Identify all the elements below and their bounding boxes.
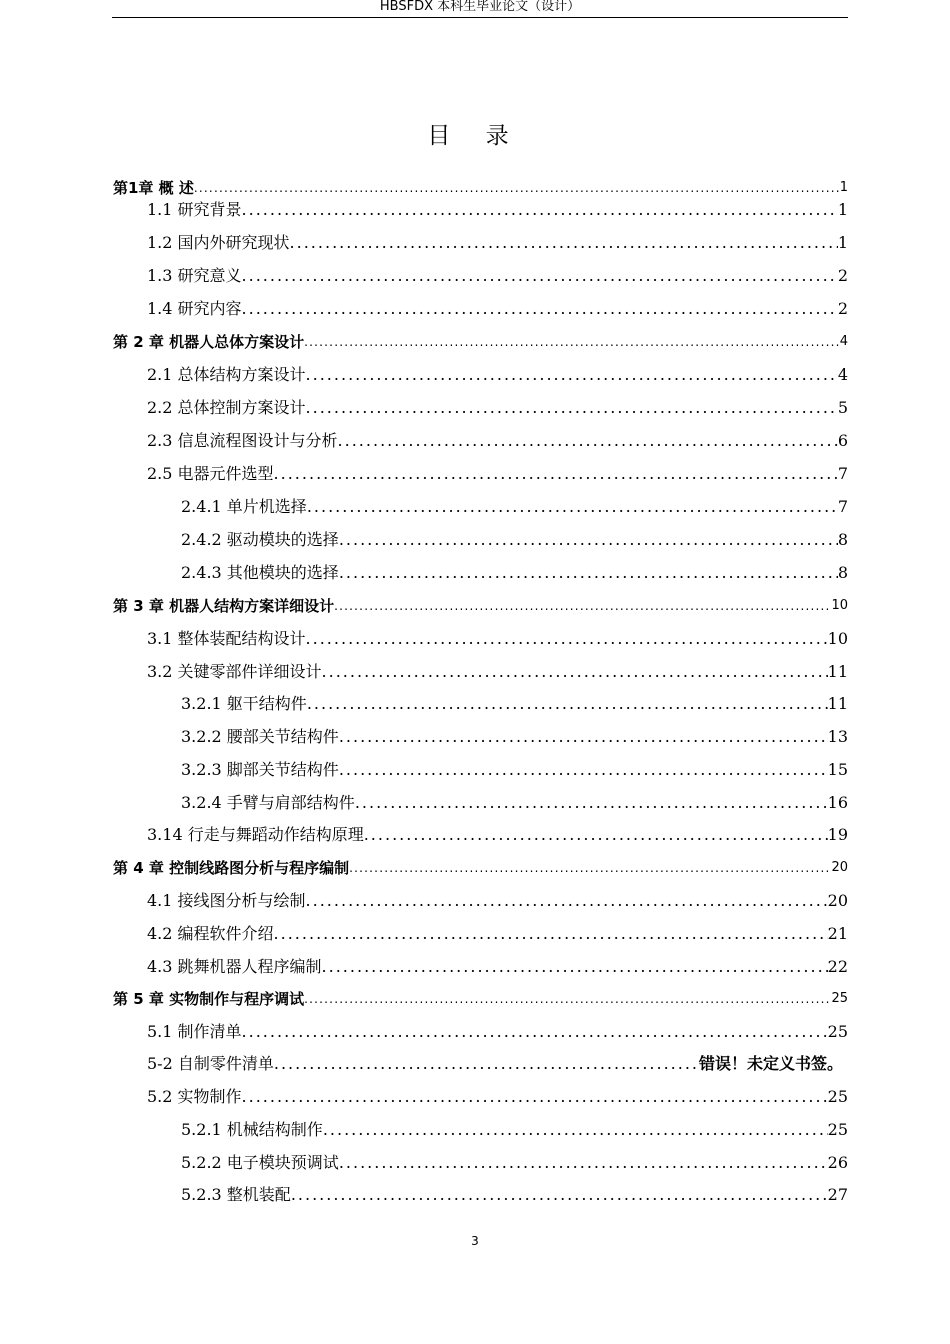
toc-entry-5-2[interactable]: [147, 1083, 848, 1107]
toc-entry-label: 2.4.3 其他模块的选择: [181, 563, 339, 582]
toc-entry-page: 6: [837, 431, 848, 450]
toc-entry-page: 2: [837, 299, 848, 318]
toc-entry-page: 27: [827, 1185, 848, 1204]
toc-entry-2-5[interactable]: [147, 460, 848, 484]
toc-entry-label: 第 3 章 机器人结构方案详细设计: [113, 597, 335, 615]
toc-leader-dots: [306, 398, 838, 418]
toc-entry-label: 4.2 编程软件介绍: [147, 924, 274, 943]
toc-leader-dots: [339, 727, 828, 747]
toc-entry-label: 3.1 整体装配结构设计: [147, 629, 306, 648]
toc-entry-page: 8: [837, 530, 848, 549]
toc-leader-dots: [304, 332, 840, 352]
toc-entry-chapter-1[interactable]: [113, 174, 848, 198]
toc-entry-page: 8: [837, 563, 848, 582]
toc-entry-3-14[interactable]: [147, 821, 848, 845]
toc-entry-page: 4: [839, 334, 848, 349]
toc-title: 目 录: [427, 123, 523, 149]
toc-entry-page: 19: [827, 825, 848, 844]
toc-entry-label: 5.2.3 整机装配: [181, 1185, 291, 1204]
toc-entry-5-2-1[interactable]: [181, 1116, 848, 1140]
toc-leader-dots: [242, 1087, 828, 1107]
toc-entry-page: 21: [827, 924, 848, 943]
toc-entry-label: 2.4.1 单片机选择: [181, 497, 307, 516]
toc-leader-dots: [339, 530, 838, 550]
toc-entry-2-4-1[interactable]: [181, 493, 848, 517]
toc-bookmark-error: 错误！未定义书签。: [698, 1054, 843, 1073]
toc-entry-1-4[interactable]: [147, 295, 848, 319]
toc-leader-dots: [307, 497, 838, 517]
toc-entry-label: 5.2 实物制作: [147, 1087, 242, 1106]
toc-entry-3-2[interactable]: [147, 658, 848, 682]
toc-entry-label: 1.4 研究内容: [147, 299, 242, 318]
toc-entry-label: 2.1 总体结构方案设计: [147, 365, 306, 384]
toc-entry-label: 5.2.1 机械结构制作: [181, 1120, 323, 1139]
toc-entry-label: 3.2.3 脚部关节结构件: [181, 760, 339, 779]
toc-leader-dots: [338, 431, 838, 451]
toc-entry-chapter-3[interactable]: [113, 592, 848, 616]
toc-entry-page: 15: [827, 760, 848, 779]
toc-entry-2-2[interactable]: [147, 394, 848, 418]
toc-entry-label: 4.3 跳舞机器人程序编制: [147, 957, 322, 976]
toc-entry-label: 3.2.4 手臂与肩部结构件: [181, 793, 355, 812]
toc-entry-page: 13: [827, 727, 848, 746]
toc-leader-dots: [306, 629, 828, 649]
toc-entry-label: 2.5 电器元件选型: [147, 464, 274, 483]
toc-leader-dots: [291, 1185, 828, 1205]
toc-entry-page: 20: [831, 860, 848, 875]
toc-entry-3-2-2[interactable]: [181, 723, 848, 747]
toc-entry-page: 2: [837, 266, 848, 285]
toc-entry-page: 26: [827, 1153, 848, 1172]
toc-entry-1-3[interactable]: [147, 262, 848, 286]
toc-entry-2-4-2[interactable]: [181, 526, 848, 550]
toc-entry-2-1[interactable]: [147, 361, 848, 385]
toc-leader-dots: [242, 266, 838, 286]
toc-leader-dots: [334, 596, 831, 616]
toc-entry-label: 第 4 章 控制线路图分析与程序编制: [113, 859, 350, 877]
toc-leader-dots: [339, 760, 828, 780]
toc-entry-label: 3.2 关键零部件详细设计: [147, 662, 322, 681]
toc-leader-dots: [242, 299, 838, 319]
toc-entry-page: 22: [827, 957, 848, 976]
toc-entry-page: 25: [827, 1022, 848, 1041]
toc-entry-page: 20: [827, 891, 848, 910]
toc-entry-4-3[interactable]: [147, 953, 848, 977]
toc-leader-dots: [322, 662, 828, 682]
toc-entry-page: 25: [827, 1120, 848, 1139]
toc-entry-page: 1: [837, 200, 848, 219]
toc-entry-page: 7: [837, 497, 848, 516]
toc-entry-label: 4.1 接线图分析与绘制: [147, 891, 306, 910]
toc-entry-label: 5.2.2 电子模块预调试: [181, 1153, 339, 1172]
toc-entry-label: 5.1 制作清单: [147, 1022, 242, 1041]
toc-leader-dots: [242, 200, 838, 220]
toc-entry-5-1[interactable]: [147, 1018, 848, 1042]
toc-entry-1-1[interactable]: [147, 196, 848, 220]
toc-entry-5-2-3[interactable]: [181, 1181, 848, 1205]
toc-entry-page: 25: [827, 1087, 848, 1106]
toc-entry-label: 第 2 章 机器人总体方案设计: [113, 333, 305, 351]
toc-leader-dots: [349, 858, 831, 878]
page-number: 3: [471, 1234, 479, 1248]
toc-entry-chapter-2[interactable]: [113, 328, 848, 352]
toc-entry-label: 5-2 自制零件清单: [147, 1054, 274, 1073]
toc-entry-2-3[interactable]: [147, 427, 848, 451]
toc-entry-page: 16: [827, 793, 848, 812]
toc-leader-dots: [323, 1120, 828, 1140]
toc-leader-dots: [306, 891, 828, 911]
toc-entry-label: 第 5 章 实物制作与程序调试: [113, 990, 305, 1008]
toc-entry-label: 第1章 概 述: [113, 179, 194, 197]
toc-entry-label: 2.3 信息流程图设计与分析: [147, 431, 338, 450]
toc-entry-5-2-parts-list[interactable]: [147, 1050, 843, 1074]
toc-leader-dots: [339, 1153, 828, 1173]
toc-entry-label: 1.1 研究背景: [147, 200, 242, 219]
toc-entry-page: 1: [837, 233, 848, 252]
toc-leader-dots: [274, 924, 828, 944]
toc-entry-page: 11: [827, 662, 848, 681]
toc-entry-label: 3.14 行走与舞蹈动作结构原理: [147, 825, 364, 844]
toc-leader-dots: [242, 1022, 828, 1042]
toc-entry-label: 2.4.2 驱动模块的选择: [181, 530, 339, 549]
toc-entry-page: 5: [837, 398, 848, 417]
toc-leader-dots: [194, 178, 840, 198]
toc-leader-dots: [274, 1054, 699, 1074]
toc-entry-page: 10: [827, 629, 848, 648]
toc-entry-page: 4: [837, 365, 848, 384]
toc-entry-5-2-2[interactable]: [181, 1149, 848, 1173]
toc-entry-page: 25: [831, 991, 848, 1006]
toc-leader-dots: [290, 233, 838, 253]
toc-entry-3-2-1[interactable]: [181, 690, 848, 714]
toc-entry-1-2[interactable]: [147, 229, 848, 253]
toc-entry-3-1[interactable]: [147, 625, 848, 649]
toc-leader-dots: [322, 957, 828, 977]
toc-entry-label: 1.2 国内外研究现状: [147, 233, 290, 252]
running-header: HBSFDX 本科生毕业论文（设计）: [112, 0, 848, 18]
toc-entry-label: 3.2.2 腰部关节结构件: [181, 727, 339, 746]
toc-entry-label: 3.2.1 躯干结构件: [181, 694, 307, 713]
toc-entry-4-2[interactable]: [147, 920, 848, 944]
toc-entry-4-1[interactable]: [147, 887, 848, 911]
toc-entry-page: 1: [839, 180, 848, 195]
toc-entry-3-2-4[interactable]: [181, 789, 848, 813]
toc-entry-chapter-5[interactable]: [113, 985, 848, 1009]
toc-entry-label: 2.2 总体控制方案设计: [147, 398, 306, 417]
toc-entry-page: 7: [837, 464, 848, 483]
toc-leader-dots: [364, 825, 828, 845]
toc-entry-label: 1.3 研究意义: [147, 266, 242, 285]
toc-leader-dots: [304, 989, 831, 1009]
toc-entry-page: 10: [831, 598, 848, 613]
toc-leader-dots: [339, 563, 838, 583]
toc-leader-dots: [355, 793, 828, 813]
toc-leader-dots: [307, 694, 828, 714]
toc-entry-3-2-3[interactable]: [181, 756, 848, 780]
toc-entry-chapter-4[interactable]: [113, 854, 848, 878]
toc-entry-2-4-3[interactable]: [181, 559, 848, 583]
toc-entry-page: 11: [827, 694, 848, 713]
toc-leader-dots: [274, 464, 838, 484]
toc-leader-dots: [306, 365, 838, 385]
